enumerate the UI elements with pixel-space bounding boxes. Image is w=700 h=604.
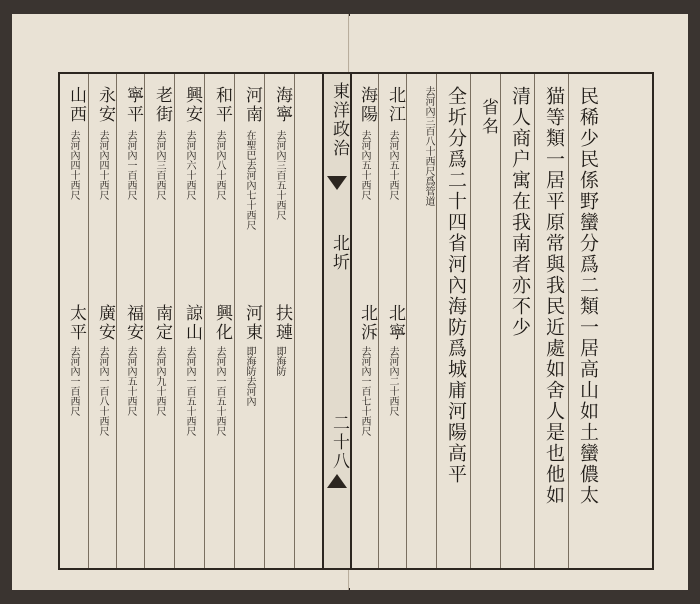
left-page-frame — [58, 72, 350, 570]
province-name: 太平 — [66, 304, 86, 342]
province-name: 海陽 — [357, 86, 377, 124]
province-name: 和平 — [212, 86, 232, 124]
province-note: 去河內二十西尺 — [387, 346, 398, 416]
page-number: 二十八 — [329, 414, 349, 471]
province-name: 寧平 — [123, 86, 143, 124]
province-note: 去河內三百五十西尺 — [274, 130, 285, 220]
province-note: 去河內一百西尺 — [125, 130, 136, 200]
province-note: 去河內一百五十西尺 — [214, 346, 225, 436]
fish-tail-mark-top — [327, 176, 347, 190]
province-name: 河南 — [242, 86, 262, 124]
section-label: 北圻 — [329, 234, 349, 272]
text-column — [534, 74, 569, 568]
text-column — [436, 74, 471, 568]
entry-column — [352, 74, 378, 568]
province-name: 老街 — [152, 86, 172, 124]
entry-column — [174, 74, 205, 568]
province-name: 諒山 — [182, 304, 202, 342]
province-name: 海寧 — [272, 86, 292, 124]
province-note: 去河內一百七十西尺 — [359, 346, 370, 436]
province-note: 去河內一百八十西尺 — [97, 346, 108, 436]
text-column — [500, 74, 535, 568]
province-name: 河東 — [242, 304, 262, 342]
province-note: 即海防去河內 — [244, 346, 255, 406]
book-spread — [12, 14, 688, 590]
province-name: 興化 — [212, 304, 232, 342]
province-note: 去河內五十西尺 — [359, 130, 370, 200]
fish-tail-mark-bottom — [327, 474, 347, 488]
administrative-note: 去河內三百八十西尺爲管道 — [423, 86, 434, 206]
province-name: 北泝 — [357, 304, 377, 342]
text-column — [568, 74, 603, 568]
province-name: 扶璉 — [272, 304, 292, 342]
entry-column — [234, 74, 265, 568]
entry-column — [60, 74, 88, 568]
entry-column — [204, 74, 235, 568]
province-name: 山西 — [66, 86, 86, 124]
entry-column — [378, 74, 407, 568]
right-page-frame — [350, 72, 654, 570]
province-note: 去河內九十西尺 — [154, 346, 165, 416]
province-note: 去河內三百西尺 — [154, 130, 165, 200]
province-note: 去河內四十西尺 — [68, 130, 79, 200]
entry-column — [294, 74, 323, 568]
book-title: 東洋政治 — [329, 82, 349, 158]
province-note: 去河內四十西尺 — [97, 130, 108, 200]
province-note: 即海防 — [274, 346, 285, 376]
province-note: 去河內一百西尺 — [68, 346, 79, 416]
province-note: 去河內六十西尺 — [184, 130, 195, 200]
text-column — [406, 74, 437, 568]
body-text-line: 清人商户寓在我南者亦不少 — [509, 86, 531, 338]
text-column — [470, 74, 501, 568]
province-note: 去河內八十西尺 — [214, 130, 225, 200]
province-name: 北寧 — [385, 304, 405, 342]
section-heading: 省名 — [478, 98, 498, 136]
province-name: 永安 — [95, 86, 115, 124]
entry-column — [144, 74, 175, 568]
entry-column — [88, 74, 117, 568]
province-name: 北江 — [385, 86, 405, 124]
left-page — [12, 14, 349, 590]
body-text-line: 全圻分爲二十四省河內海防爲城庯河陽高平 — [445, 86, 467, 485]
province-name: 南定 — [152, 304, 172, 342]
entry-column — [264, 74, 295, 568]
entry-column — [116, 74, 145, 568]
province-name: 興安 — [182, 86, 202, 124]
province-note: 去河內一百五十西尺 — [184, 346, 195, 436]
province-note: 在聖巴去河內七十西尺 — [244, 130, 255, 230]
body-text-line: 猫等類一居平原常與我民近處如舍人是也他如 — [543, 86, 565, 506]
province-name: 福安 — [123, 304, 143, 342]
province-note: 去河內五十西尺 — [387, 130, 398, 200]
right-page — [350, 14, 688, 590]
spine-strip — [322, 74, 350, 568]
province-note: 去河內五十西尺 — [125, 346, 136, 416]
body-text-line: 民稀少民係野蠻分爲二類一居高山如土蠻儂太 — [577, 86, 599, 506]
province-name: 廣安 — [95, 304, 115, 342]
